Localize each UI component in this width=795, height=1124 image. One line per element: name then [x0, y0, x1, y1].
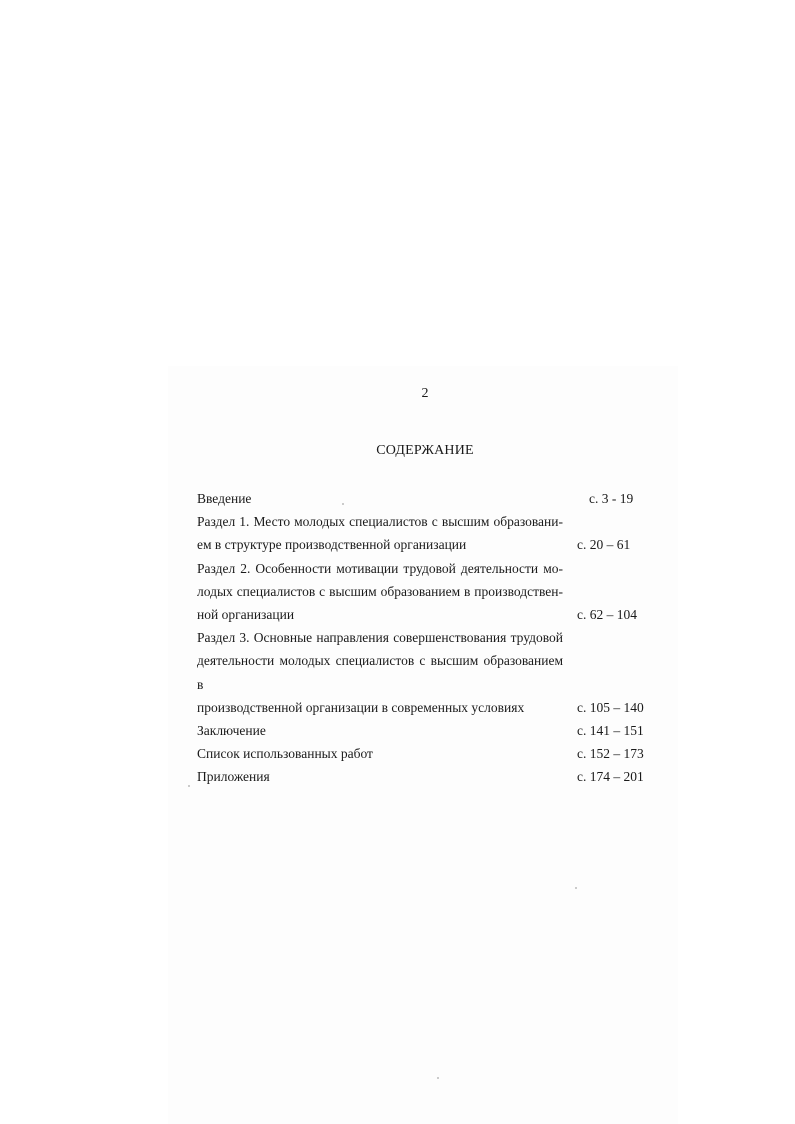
toc-title-line: Заключение	[197, 723, 266, 739]
toc-entry-conclusion	[197, 719, 647, 742]
scan-speck	[342, 503, 344, 505]
toc-entry-pages: с. 3 - 19	[589, 491, 634, 506]
toc-title-line: деятельности молодых специалистов с высшим образованием в	[197, 653, 563, 692]
toc-title-line: Раздел 2. Особенности мотивации трудовой деятельности мо-	[197, 560, 563, 576]
toc-entry-title	[197, 765, 563, 788]
toc-entry-section-2	[197, 557, 647, 627]
toc-title-line: ной организации	[197, 607, 295, 623]
toc-entry-pages: с. 174 – 201	[577, 769, 644, 785]
scan-speck	[437, 1077, 439, 1079]
scan-speck	[575, 887, 577, 889]
toc-entry-title	[197, 557, 563, 627]
toc-title-line: производственной организации в современных условиях	[197, 699, 525, 715]
toc-entry-title	[197, 487, 563, 510]
toc-entry-pages: с. 152 – 173	[577, 746, 644, 762]
toc-entry-introduction	[197, 487, 647, 510]
toc-heading: СОДЕРЖАНИЕ	[376, 443, 474, 458]
toc-title-line: Приложения	[197, 769, 270, 785]
toc-entry-pages: с. 62 – 104	[577, 607, 637, 623]
toc-entry-title	[197, 719, 563, 742]
toc-entry-references	[197, 742, 647, 765]
toc-title-line: Список использованных работ	[197, 746, 373, 762]
toc-entry-pages: с. 105 – 140	[577, 699, 644, 715]
toc-entry-appendices	[197, 765, 647, 788]
table-of-contents	[197, 487, 647, 789]
toc-entry-title	[197, 510, 563, 556]
toc-entry-pages: с. 20 – 61	[577, 537, 631, 553]
toc-title-line: Раздел 1. Место молодых специалистов с высшим образовани-	[197, 514, 563, 530]
toc-title-line: Раздел 3. Основные направления совершенствования трудовой	[197, 630, 563, 646]
scan-speck	[188, 785, 190, 787]
toc-title-line: лодых специалистов с высшим образованием в производствен-	[197, 583, 563, 599]
toc-entry-title	[197, 626, 563, 719]
toc-entry-section-1	[197, 510, 647, 556]
toc-entry-title	[197, 742, 563, 765]
toc-title-line: ем в структуре производственной организации	[197, 537, 467, 553]
page-number: 2	[421, 386, 429, 401]
toc-title-line: Введение	[197, 491, 252, 506]
toc-entry-pages: с. 141 – 151	[577, 723, 644, 739]
toc-entry-section-3	[197, 626, 647, 719]
